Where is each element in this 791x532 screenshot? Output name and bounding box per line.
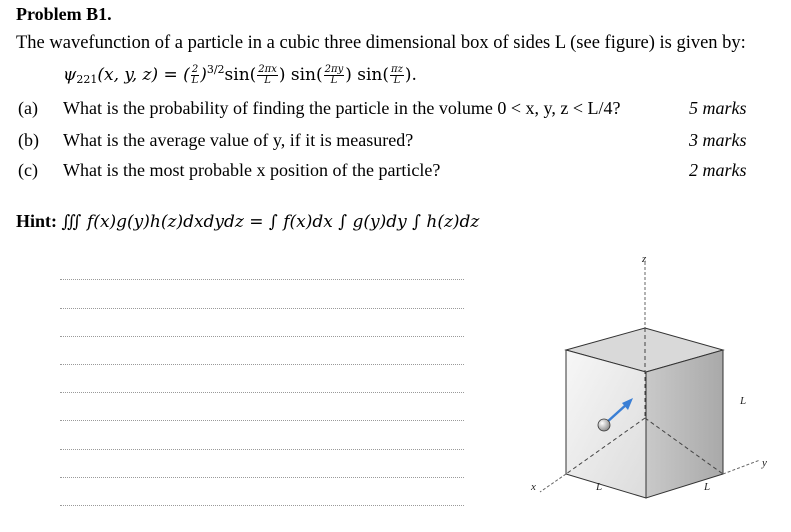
- arg2-fraction: $\frac{2\pi y}{L}$: [324, 64, 344, 86]
- answer-line[interactable]: [60, 308, 464, 309]
- sin-3: ) sin(: [345, 65, 390, 85]
- answer-line[interactable]: [60, 505, 464, 506]
- wf-close: ).: [404, 65, 417, 85]
- y-axis-label: y: [762, 457, 767, 469]
- coef-fraction: $\frac{2}{L}$: [191, 64, 199, 86]
- answer-line[interactable]: [60, 477, 464, 478]
- wavefunction-equation: $\psi_{221}(x$, y, z) = ( $\frac{2}{L}$ )$^{3/2}$sin( $\frac{2\pi x}{L}$ ) sin( $\frac{2\pi y}{L}$ ) sin( $\frac{\pi z}{L}$ ).: [63, 63, 417, 86]
- question-a-label: (a): [18, 98, 38, 118]
- answer-line[interactable]: [60, 392, 464, 393]
- psi-symbol: ψ: [63, 65, 77, 85]
- cube-figure: [520, 245, 791, 532]
- arg1-fraction: $\frac{2\pi x}{L}$: [258, 64, 277, 86]
- question-c-label: (c): [18, 160, 38, 180]
- hint-label: Hint:: [16, 211, 58, 231]
- x-axis-ext: [540, 474, 566, 492]
- side-label-right: L: [740, 395, 747, 407]
- question-b-text: What is the average value of y, if it is measured?: [63, 130, 414, 150]
- answer-line[interactable]: [60, 420, 464, 421]
- answer-line[interactable]: [60, 364, 464, 365]
- question-c-marks: 2 marks: [689, 160, 747, 180]
- answer-line[interactable]: [60, 279, 464, 280]
- psi-subscript: 221: [76, 73, 98, 86]
- wf-args: (x, y, z) = (: [97, 65, 190, 85]
- question-a-marks: 5 marks: [689, 98, 747, 118]
- y-axis-ext: [723, 460, 760, 474]
- question-b-marks: 3 marks: [689, 130, 747, 150]
- question-c-text: What is the most probable x position of the particle?: [63, 160, 441, 180]
- problem-intro: The wavefunction of a particle in a cubic three dimensional box of sides L (see figure) is given by:: [16, 33, 746, 53]
- side-label-bottom-right: L: [704, 481, 711, 493]
- hint: [16, 211, 479, 232]
- sin-2: ) sin(: [278, 65, 323, 85]
- x-axis-label: x: [531, 481, 536, 493]
- arg3-fraction: $\frac{\pi z}{L}$: [391, 64, 403, 86]
- particle-ball: [598, 419, 610, 431]
- answer-line[interactable]: [60, 336, 464, 337]
- side-label-bottom-left: L: [596, 481, 603, 493]
- hint-formula: ∭ f(x)g(y)h(z)dxdydz = ∫ f(x)dx ∫ g(y)dy ∫ h(z)dz: [61, 212, 480, 232]
- answer-line[interactable]: [60, 449, 464, 450]
- sin-1: sin(: [224, 65, 257, 85]
- problem-title: Problem B1.: [16, 4, 112, 24]
- z-axis-label: z: [642, 253, 647, 265]
- question-a-text: What is the probability of finding the particle in the volume 0 < x, y, z < L/4?: [63, 98, 621, 118]
- cube-side-face: [646, 350, 723, 498]
- power: 3/2: [206, 63, 225, 76]
- question-b-label: (b): [18, 130, 39, 150]
